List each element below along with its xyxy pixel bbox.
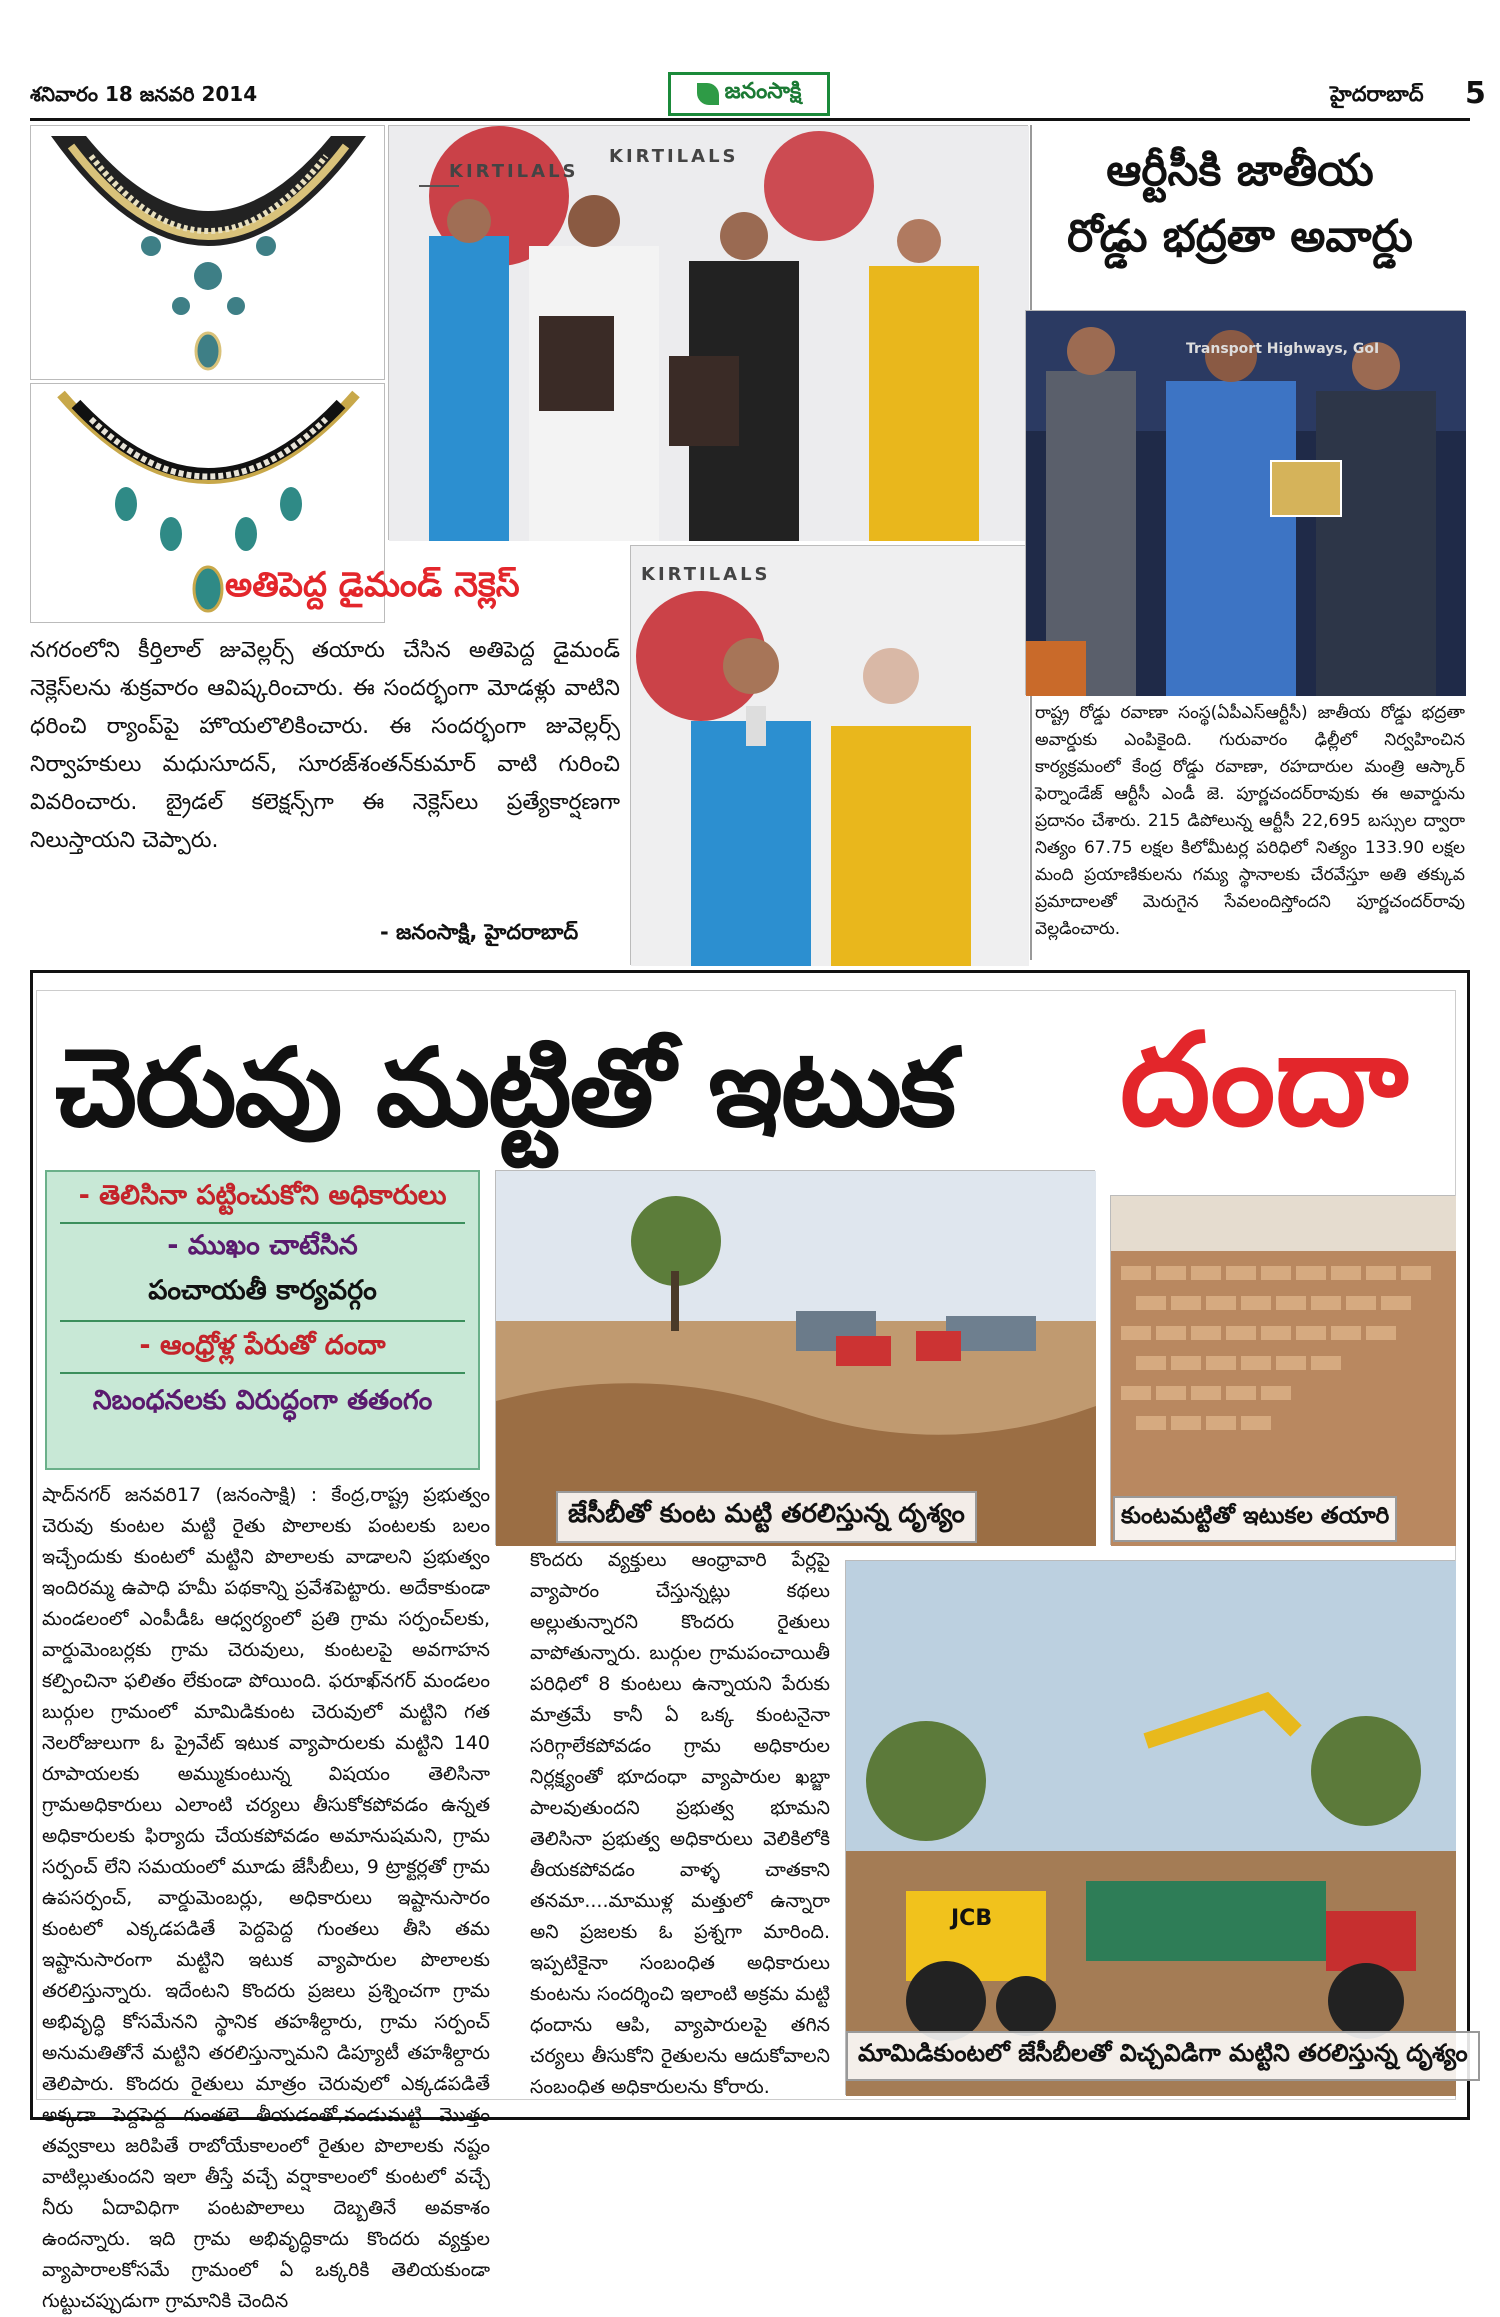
jcb-tractor-photo: [845, 1560, 1468, 2095]
photo-caption-2: కుంటమట్టితో ఇటుకల తయారి: [1113, 1496, 1397, 1542]
award-banner-text: Transport Highways, GoI: [1186, 341, 1380, 357]
highlight-divider: [60, 1222, 465, 1224]
rtc-award-photo: [1025, 310, 1465, 695]
launch-event-photo: [388, 125, 1028, 540]
main-headline: చెరువు మట్టితో ఇటుక: [55, 1025, 955, 1151]
jewellery-story-body: నగరంలోని కీర్తిలాల్ జువెల్లర్స్ తయారు చేసిన అతిపెద్ద డైమండ్ నెక్లెస్‌లను శుక్రవారం ఆవిష్కరించారు. ఈ సందర్భంగా మోడళ్లు వాటిని ధరించి ర్యాంప్‌పై హొయలొలికించారు. ఈ సందర్భంగా జువెల్లర్స్ నిర్వాహకులు మధుసూదన్, సూరజ్‌శంతన్‌కుమార్ వాటి గురించి వివరించారు. బ్రైడల్ కలెక్షన్స్‌గా ఈ నెక్లెస్‌లు ప్రత్యేకార్షణగా నిలుస్తాయని చెప్పారు.: [30, 638, 620, 853]
highlight-divider: [60, 1372, 465, 1374]
banner-text-3: KIRTILALS: [641, 564, 771, 585]
jewellery-story-byline: - జనంసాక్షి, హైదరాబాద్: [380, 920, 579, 944]
rtc-story-title: [1010, 138, 1470, 270]
main-story-column-1: షాద్‌నగర్ జనవరి17 (జనంసాక్షి) : కేంద్ర,రాష్ట్ర ప్రభుత్వం చెరువు కుంటల మట్టి రైతు పొలాలకు పంటలకు బలం ఇచ్చేందుకు కుంటలో మట్టిని పొలాలకు వాడాలని ప్రభుత్వం ఇందిరమ్మ ఉపాధి హమీ పథకాన్ని ప్రవేశపెట్టారు. అదేకాకుండా మండలంలో ఎంపీడీఓ ఆధ్వర్యంలో ప్రతి గ్రామ సర్పంచ్‌లకు, వార్డుమెంబర్లకు గ్రామ చెరువులు, కుంటలపై అవగాహన కల్పించినా ఫలితం లేకుండా పోయింది. ఫరూఖ్‌నగర్ మండలం బుర్గుల గ్రామంలో మామిడికుంట చెరువులో మట్టిని గత నెలరోజులుగా ఓ ప్రైవేట్ ఇటుక వ్యాపారులకు మట్టిని 140 రూపాయలకు అమ్ముకుంటున్న విషయం తెలిసినా గ్రామఅధికారులు ఎలాంటి చర్యలు తీసుకోకపోవడం ఉన్నత అధికారులకు ఫిర్యాదు చేయకపోవడం అమానుషమని, గ్రామ సర్పంచ్ లేని సమయంలో మూడు జేసీబీలు, 9 ట్రాక్టర్లతో గ్రామ ఉపసర్పంచ్, వార్డుమెంబర్లు, అధికారులు ఇష్టానుసారం కుంటలో ఎక్కడపడితే పెద్దపెద్ద గుంతలు తీసి తమ ఇష్టానుసారంగా మట్టిని ఇటుక వ్యాపారుల పొలాలకు తరలిస్తున్నారు. ఇదేంటని కొందరు ప్రజలు ప్రశ్నించగా గ్రామ అభివృద్ధి కోసమేనని స్థానిక తహశీల్దారు, గ్రామ సర్పంచ్ అనుమతితోనే మట్టిని తరలిస్తున్నామని డిప్యూటీ తహశీల్దారు తెలిపారు. కొందరు రైతులు మాత్రం చెరువులో ఎక్కడపడితే అక్కడా పెద్దపెద్ద గుంతలె తీయడంతో,వండుమట్టి మొత్తం తవ్వకాలు జరిపితే రాబోయేకాలంలో రైతుల పొలాలకు నష్టం వాటిల్లుతుందని ఇలా తీస్తే వచ్చే వర్షాకాలంలో కుంటలో వచ్చే నీరు ఏదావిధిగా పంటపొలాలు దెబ్బతినే అవకాశం ఉందన్నారు. ఇది గ్రామ అభివృద్ధికాదు కొందరు వ్యక్తుల వ్యాపారాలకోసమే గ్రామంలో ఏ ఒక్కరికి తెలియకుండా గుట్టుచప్పుడుగా గ్రామానికి చెందిన: [42, 1484, 490, 2312]
rtc-story-body: రాష్ట్ర రోడ్డు రవాణా సంస్థ(ఏపీఎస్ఆర్టీసీ) జాతీయ రోడ్డు భద్రతా అవార్డుకు ఎంపికైంది. గురువారం ఢిల్లీలో నిర్వహించిన కార్యక్రమంలో కేంద్ర రోడ్డు రవాణా, రహదారుల మంత్రి ఆస్కార్ ఫెర్నాండేజ్ ఆర్టీసీ ఎండీ జె. పూర్ణచందర్‌రావుకు ఈ అవార్డును ప్రదానం చేశారు. 215 డిపోలున్న ఆర్టీసీ 22,695 బస్సుల ద్వారా నిత్యం 67.75 లక్షల కిలోమీటర్ల పరిధిలో నిత్యం 133.90 లక్షల మంది ప్రయాణికులను గమ్య స్థానాలకు చేరవేస్తూ అతి తక్కువ ప్రమాదాలతో మెరుగైన సేవలందిస్తోందని పూర్ణచందర్‌రావు వెల్లడించారు.: [1035, 703, 1465, 939]
models-photo: [630, 545, 1028, 965]
highlight-5: నిబంధనలకు విరుద్ధంగా తతంగం: [92, 1385, 433, 1416]
banner-text-2: KIRTILALS: [609, 146, 739, 167]
page-number: 5: [1465, 76, 1486, 111]
rtc-title-line-2: రోడ్డు భద్రతా అవార్డు: [1067, 211, 1413, 262]
edition-city: హైదరాబాద్: [1330, 82, 1424, 106]
banner-text-1: KIRTILALS: [449, 161, 579, 182]
necklace-photo-1: [30, 125, 385, 380]
issue-date: శనివారం 18 జనవరి 2014: [30, 82, 258, 106]
main-headline-accent: దందా: [1120, 1005, 1409, 1155]
highlight-divider: [60, 1320, 465, 1322]
leaf-icon: [697, 83, 719, 105]
bricks-photo: [1110, 1195, 1455, 1545]
logo-text: జనంసాక్షి: [724, 79, 802, 104]
highlight-2: - ముఖం చాటేసిన: [167, 1230, 358, 1261]
jcb-label: JCB: [951, 1906, 993, 1931]
jcb-site-photo: [495, 1170, 1095, 1545]
photo-caption-3: మామిడికుంటలో జేసీబీలతో విచ్చవిడిగా మట్టిని తరలిస్తున్న దృశ్యం: [846, 2031, 1480, 2081]
highlight-1: - తెలిసినా పట్టించుకోని అధికారులు: [78, 1180, 447, 1211]
jewellery-story-title: అతిపెద్ద డైమండ్ నెక్లెస్: [225, 565, 520, 605]
header-rule: [30, 118, 1470, 121]
masthead-logo: [668, 72, 830, 116]
photo-caption-1: జేసీబీతో కుంట మట్టి తరలిస్తున్న దృశ్యం: [556, 1491, 977, 1543]
highlight-4: - ఆంధ్రోళ్ల పేరుతో దందా: [139, 1330, 386, 1361]
rtc-title-line-1: ఆర్టీసీకి జాతీయ: [1106, 145, 1374, 196]
main-story-column-2: కొందరు వ్యక్తులు ఆంధ్రావారి పేర్లపై వ్యాపారం చేస్తున్నట్లు కథలు అల్లుతున్నారని కొందరు రైతులు వాపోతున్నారు. బుర్గుల గ్రామపంచాయితీ పరిధిలో 8 కుంటలు ఉన్నాయని పేరుకు మాత్రమే కానీ ఏ ఒక్క కుంటనైనా సరిగ్గాలేకపోవడం గ్రామ అధికారుల నిర్లక్ష్యంతో భూదంధా వ్యాపారుల ఖబ్జా పాలవుతుందని ప్రభుత్వ భూమని తెలిసినా ప్రభుత్వ అధికారులు వెలికిలోకి తీయకపోవడం వాళ్ళ చాతకాని తనమా....మాముళ్ల మత్తులో ఉన్నారా అని ప్రజలకు ఓ ప్రశ్నగా మారింది. ఇప్పటికైనా సంబంధిత అధికారులు కుంటను సందర్శించి ఇలాంటి అక్రమ మట్టి ధందాను ఆపి, వ్యాపారులపై తగిన చర్యలు తీసుకోని రైతులను ఆదుకోవాలని సంబంధిత అధికారులను కోరారు.: [530, 1549, 830, 2098]
highlight-3: పంచాయతీ కార్యవర్గం: [148, 1275, 377, 1306]
